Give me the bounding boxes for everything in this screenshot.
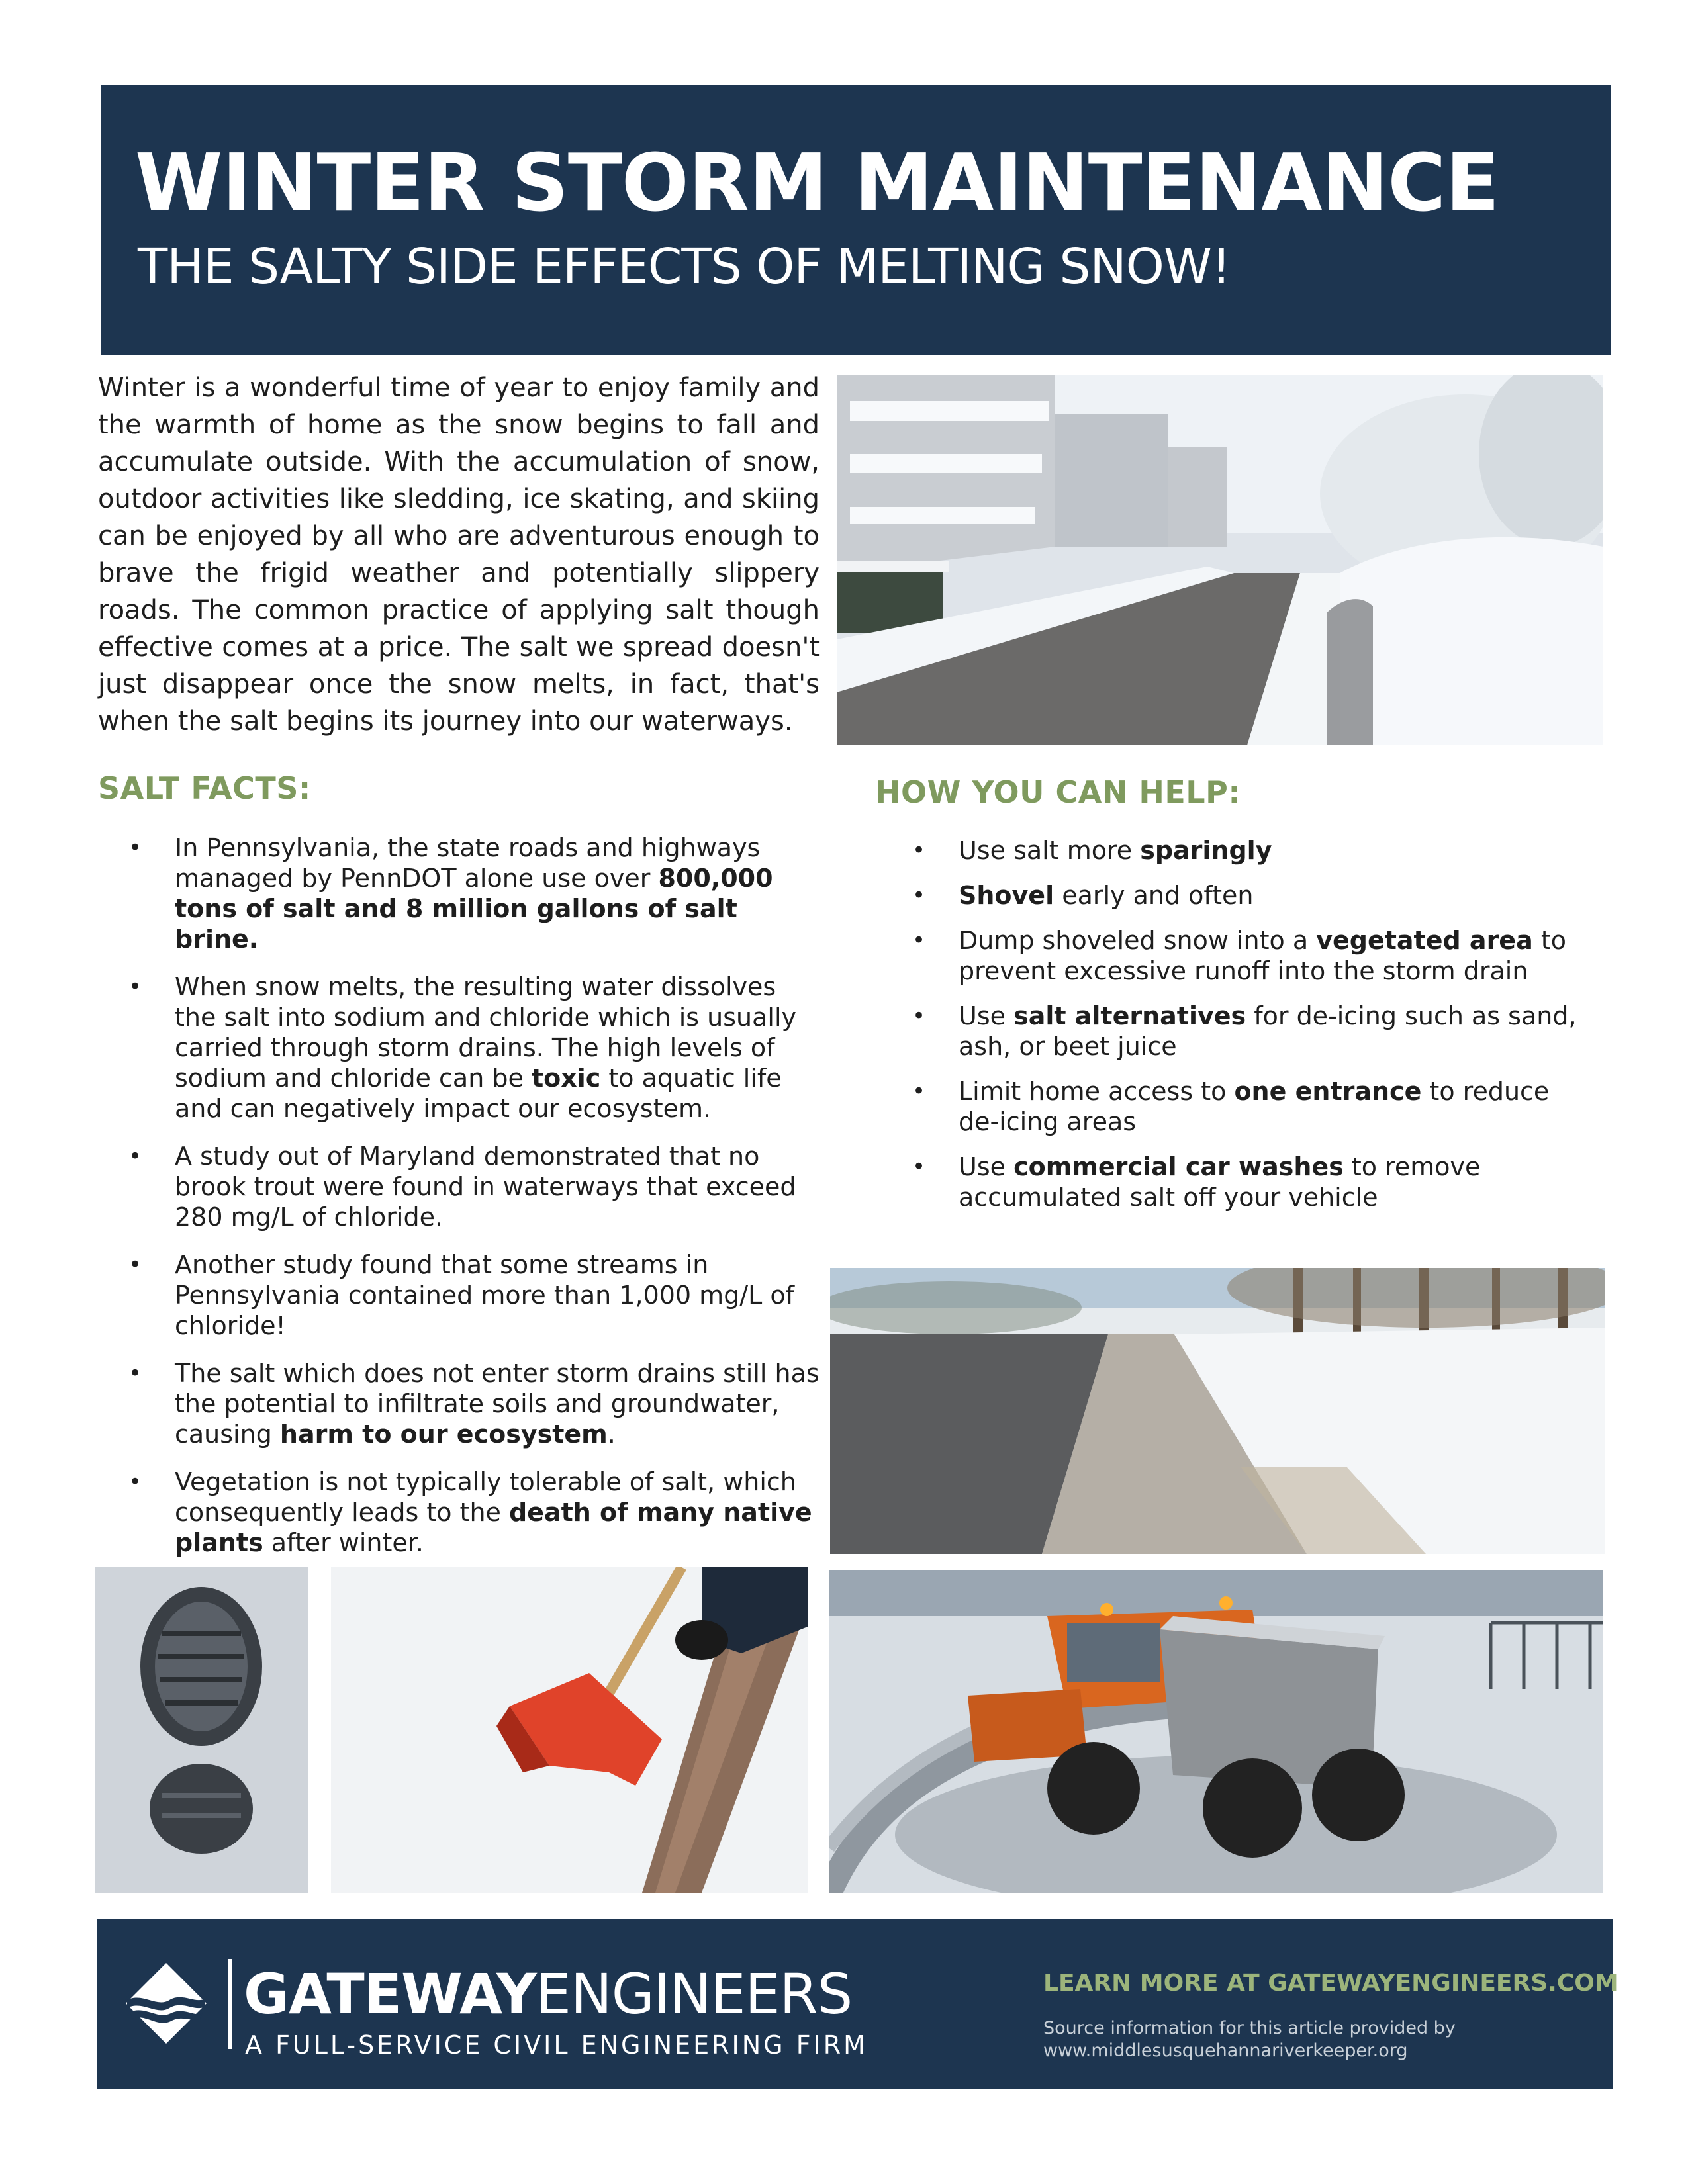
bullet-icon: • bbox=[912, 1003, 926, 1029]
learn-more-text: LEARN MORE AT GATEWAYENGINEERS.COM bbox=[1043, 1970, 1618, 1997]
salt-fact-item bbox=[128, 1358, 823, 1449]
body-text: early and often bbox=[1054, 881, 1254, 910]
emphasis-text: commercial car washes bbox=[1013, 1152, 1344, 1181]
salt-fact-item bbox=[128, 1467, 823, 1558]
footer-banner bbox=[97, 1919, 1618, 2089]
brand-name-bold: GATEWAY bbox=[244, 1962, 536, 2026]
body-text: Use bbox=[959, 1152, 1014, 1181]
body-text: to reduce de-icing areas bbox=[959, 1077, 1550, 1136]
logo-divider bbox=[228, 1959, 232, 2049]
body-text: Another study found that some streams in Pennsylvania contained more than 1,000 mg/L of chloride! bbox=[175, 1250, 794, 1340]
body-text: to prevent excessive runoff into the storm drain bbox=[959, 926, 1566, 985]
emphasis-text: sparingly bbox=[1140, 836, 1272, 865]
body-text: Vegetation is not typically tolerable of salt, which consequently leads to the bbox=[175, 1467, 796, 1527]
snow-shovel-photo bbox=[331, 1567, 808, 1893]
bullet-icon: • bbox=[128, 974, 142, 1000]
source-credit-line-2: www.middlesusquehannariverkeeper.org bbox=[1043, 2040, 1408, 2061]
body-text: A study out of Maryland demonstrated that no brook trout were found in waterways that exceed 280 mg/L of chloride. bbox=[175, 1142, 796, 1232]
emphasis-text: vegetated area bbox=[1316, 926, 1533, 955]
body-text: . bbox=[607, 1420, 616, 1449]
emphasis-text: salt alternatives bbox=[1013, 1001, 1246, 1030]
bullet-icon: • bbox=[128, 1251, 142, 1278]
snow-plow-truck-photo bbox=[829, 1570, 1603, 1893]
body-text: after winter. bbox=[263, 1528, 424, 1557]
gateway-logo-icon bbox=[123, 1960, 209, 2046]
brand-name bbox=[244, 1962, 852, 2026]
salt-fact-item bbox=[128, 972, 823, 1124]
page-subtitle: THE SALTY SIDE EFFECTS OF MELTING SNOW! bbox=[138, 238, 1231, 295]
body-text: Use salt more bbox=[959, 836, 1141, 865]
emphasis-text: toxic bbox=[531, 1064, 601, 1093]
body-text: In Pennsylvania, the state roads and highways managed by PennDOT alone use over bbox=[175, 833, 761, 893]
emphasis-text: one entrance bbox=[1234, 1077, 1422, 1106]
help-tip-item bbox=[912, 835, 1581, 866]
body-text: to aquatic life and can negatively impact our ecosystem. bbox=[175, 1064, 782, 1123]
bullet-icon: • bbox=[128, 1143, 142, 1169]
how-you-can-help-heading: HOW YOU CAN HELP: bbox=[875, 774, 1241, 810]
salted-sidewalk-photo bbox=[830, 1268, 1605, 1554]
body-text: When snow melts, the resulting water dissolves the salt into sodium and chloride which is usually carried through storm drains. The high levels of sodium and chloride can be bbox=[175, 972, 797, 1093]
help-tip-item bbox=[912, 880, 1581, 911]
help-tip-item bbox=[912, 1001, 1581, 1062]
body-text: Dump shoveled snow into a bbox=[959, 926, 1317, 955]
emphasis-text: Shovel bbox=[959, 881, 1055, 910]
emphasis-text: 800,000 tons of salt and 8 million gallons of salt brine. bbox=[175, 864, 773, 954]
body-text: to remove accumulated salt off your vehicle bbox=[959, 1152, 1481, 1212]
brand-name-light: ENGINEERS bbox=[536, 1962, 853, 2026]
bullet-icon: • bbox=[912, 1078, 926, 1105]
source-credit bbox=[1043, 2017, 1456, 2062]
header-banner bbox=[101, 85, 1611, 355]
help-tip-item bbox=[912, 1076, 1581, 1137]
help-tip-item bbox=[912, 925, 1581, 986]
body-text: Use bbox=[959, 1001, 1014, 1030]
boot-print-photo bbox=[95, 1567, 308, 1893]
body-text: The salt which does not enter storm drains still has the potential to infiltrate soils and groundwater, causing bbox=[175, 1359, 820, 1449]
bullet-icon: • bbox=[912, 1154, 926, 1180]
brand-tagline: A FULL-SERVICE CIVIL ENGINEERING FIRM bbox=[245, 2030, 868, 2060]
snowy-street-photo bbox=[837, 375, 1603, 745]
salt-fact-item bbox=[128, 1250, 823, 1341]
source-credit-line-1: Source information for this article provided by bbox=[1043, 2018, 1456, 2038]
emphasis-text: harm to our ecosystem bbox=[279, 1420, 608, 1449]
how-you-can-help-list bbox=[912, 835, 1581, 1227]
bullet-icon: • bbox=[912, 927, 926, 954]
bullet-icon: • bbox=[912, 837, 926, 864]
intro-paragraph: Winter is a wonderful time of year to enjoy family and the warmth of home as the snow begins to fall and accumulate outside. With the accumulation of snow, outdoor activities like sledding, ice skating, and skiing can be enjoyed by all who are adventurous enough to brave the frigid weather and potentially slippery roads. The common practice of applying salt though effective comes at a price. The salt we spread doesn't just disappear once the snow melts, in fact, that's when the salt begins its journey into our waterways. bbox=[98, 373, 820, 737]
body-text: Limit home access to bbox=[959, 1077, 1235, 1106]
page-title: WINTER STORM MAINTENANCE bbox=[135, 138, 1499, 230]
help-tip-item bbox=[912, 1152, 1581, 1212]
bullet-icon: • bbox=[128, 1469, 142, 1495]
bullet-icon: • bbox=[128, 835, 142, 861]
emphasis-text: death of many native plants bbox=[175, 1498, 812, 1557]
body-text: for de-icing such as sand, ash, or beet juice bbox=[959, 1001, 1577, 1061]
bullet-icon: • bbox=[912, 882, 926, 909]
salt-facts-heading: SALT FACTS: bbox=[98, 770, 311, 806]
salt-fact-item bbox=[128, 1141, 823, 1232]
bullet-icon: • bbox=[128, 1360, 142, 1387]
salt-facts-list bbox=[128, 833, 823, 1575]
salt-fact-item bbox=[128, 833, 823, 954]
